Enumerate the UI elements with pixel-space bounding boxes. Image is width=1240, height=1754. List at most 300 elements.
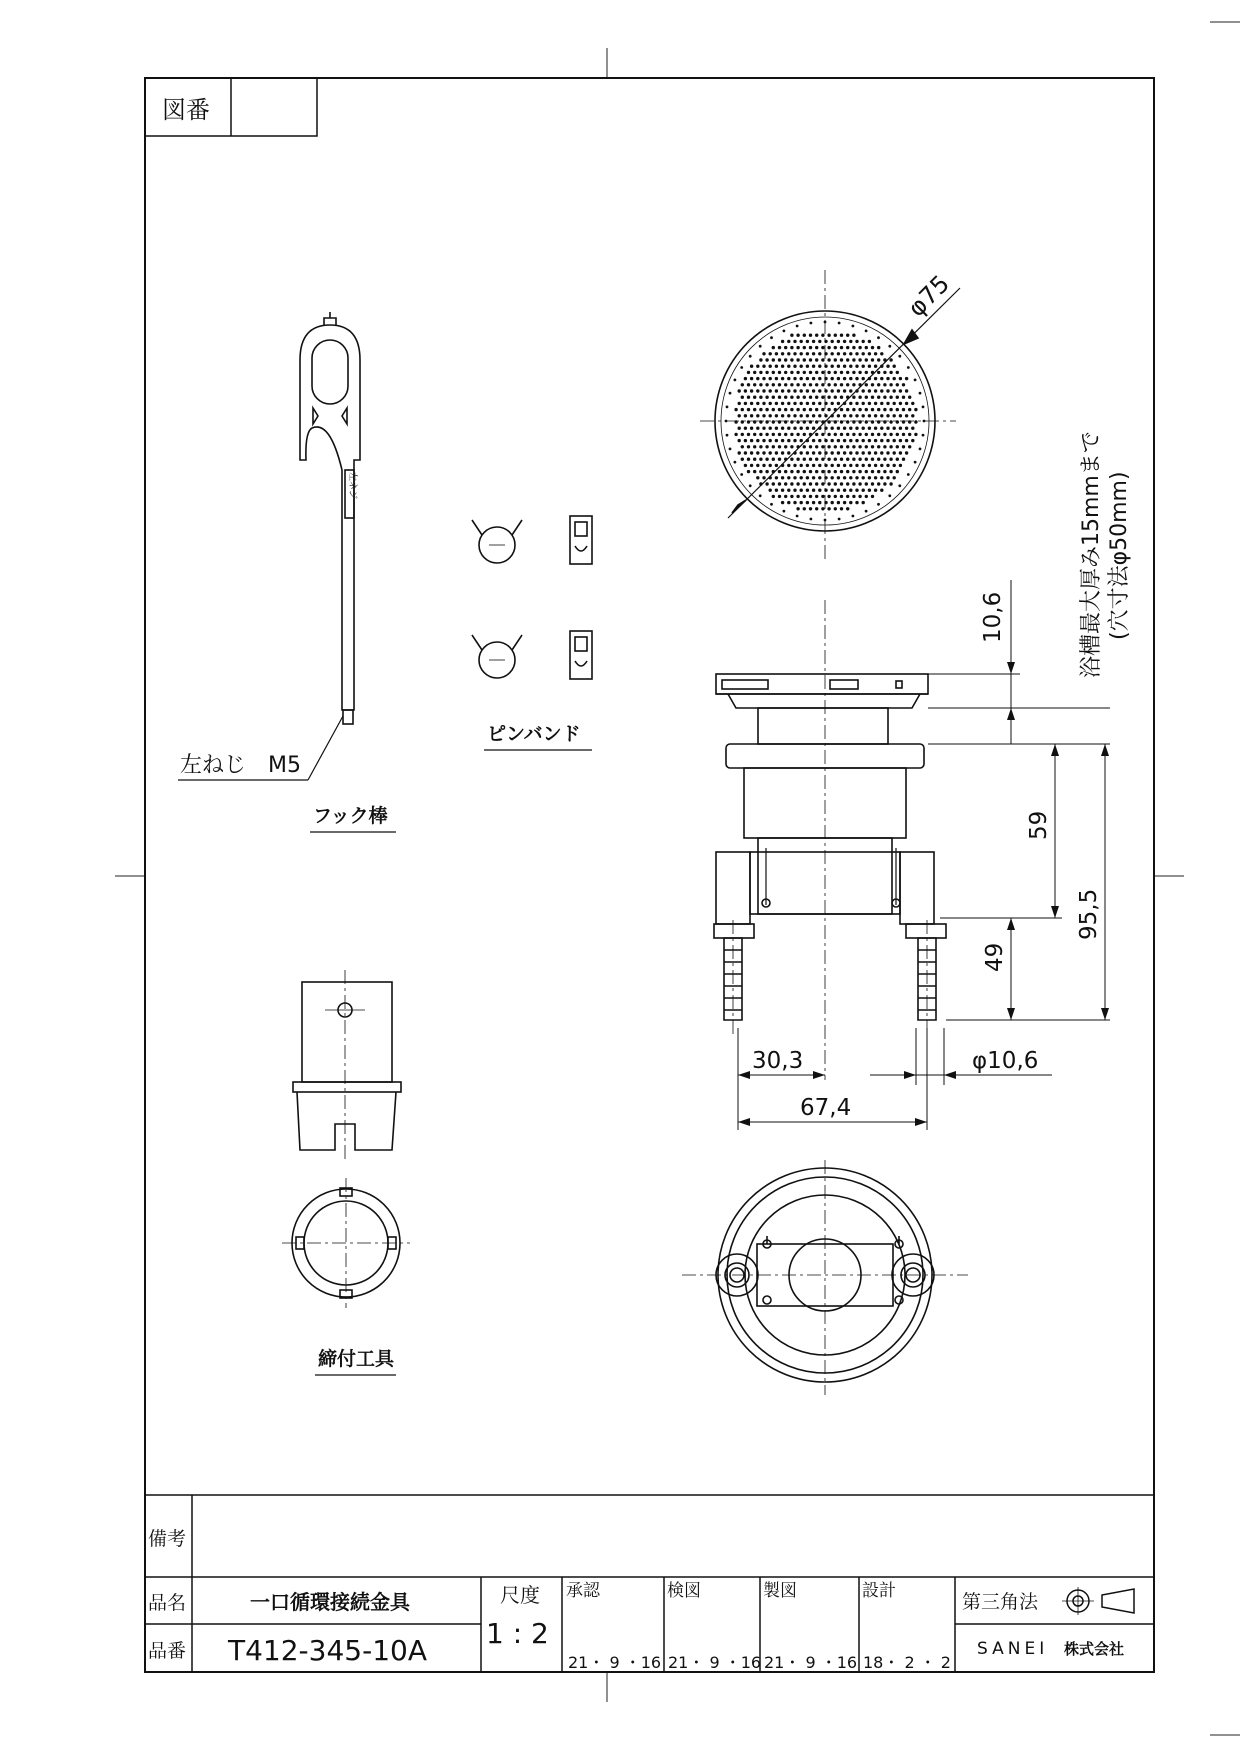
strainer-hole (772, 495, 775, 498)
strainer-hole (893, 402, 896, 405)
strainer-hole (855, 389, 858, 392)
strainer-hole (840, 396, 843, 399)
strainer-hole (880, 464, 883, 467)
tub-thickness-note: 浴槽最大厚み15mmまで (1079, 431, 1104, 678)
strainer-hole (821, 383, 824, 386)
strainer-hole (787, 389, 790, 392)
strainer-hole (809, 396, 812, 399)
fitting-side-view (714, 600, 946, 1080)
strainer-hole (886, 402, 889, 405)
strainer-hole (883, 445, 886, 448)
strainer-hole (865, 445, 868, 448)
name-label: 品名 (148, 1592, 187, 1614)
strainer-hole (843, 464, 846, 467)
strainer-hole (787, 476, 790, 479)
strainer-hole (753, 420, 756, 423)
strainer-hole (883, 470, 886, 473)
strainer-hole (896, 383, 899, 386)
strainer-hole (809, 495, 812, 498)
strainer-hole (815, 495, 818, 498)
strainer-hole (769, 489, 772, 492)
strainer-hole (865, 383, 868, 386)
strainer-hole (793, 365, 796, 368)
strainer-hole (834, 383, 837, 386)
strainer-hole (846, 346, 849, 349)
strainer-hole (902, 445, 905, 448)
strainer-hole (821, 420, 824, 423)
strainer-rim-mark (852, 515, 855, 518)
strainer-hole (889, 433, 892, 436)
strainer-hole (821, 433, 824, 436)
strainer-rim-mark (725, 420, 728, 423)
strainer-hole (827, 495, 830, 498)
strainer-hole (812, 414, 815, 417)
scale-value: 1 : 2 (486, 1617, 549, 1650)
strainer-hole (796, 507, 799, 510)
strainer-hole (778, 433, 781, 436)
strainer-hole (815, 482, 818, 485)
strainer-hole (815, 334, 818, 337)
strainer-hole (834, 420, 837, 423)
strainer-hole (803, 334, 806, 337)
strainer-hole (747, 408, 750, 411)
strainer-hole (893, 451, 896, 454)
strainer-hole (815, 346, 818, 349)
strainer-hole (790, 445, 793, 448)
strainer-hole (787, 365, 790, 368)
strainer-hole (831, 427, 834, 430)
strainer-hole (837, 464, 840, 467)
strainer-hole (849, 439, 852, 442)
strainer-hole (837, 365, 840, 368)
strainer-hole (843, 377, 846, 380)
sheet-border (145, 78, 1154, 1672)
strainer-hole (747, 458, 750, 461)
strainer-hole (871, 420, 874, 423)
strainer-hole (800, 340, 803, 343)
strainer-hole (796, 408, 799, 411)
strainer-hole (831, 439, 834, 442)
strainer-hole (831, 464, 834, 467)
strainer-hole (803, 470, 806, 473)
strainer-hole (765, 408, 768, 411)
strainer-hole (827, 445, 830, 448)
tightening-tool-label: 締付工具 (318, 1348, 395, 1370)
strainer-hole (809, 371, 812, 374)
strainer-hole (775, 352, 778, 355)
strainer-hole (883, 358, 886, 361)
strainer-hole (772, 383, 775, 386)
strainer-hole (849, 414, 852, 417)
strainer-hole (796, 358, 799, 361)
strainer-hole (824, 489, 827, 492)
strainer-hole (843, 476, 846, 479)
strainer-hole (793, 451, 796, 454)
strainer-hole (827, 358, 830, 361)
strainer-hole (837, 427, 840, 430)
strainer-hole (896, 458, 899, 461)
strainer-hole (849, 501, 852, 504)
strainer-hole (852, 495, 855, 498)
company-brand: SANEI (977, 1639, 1049, 1659)
strainer-hole (824, 377, 827, 380)
strainer-rim-mark (749, 355, 752, 358)
strainer-hole (874, 365, 877, 368)
strainer-hole (871, 396, 874, 399)
strainer-rim-mark (810, 518, 813, 521)
strainer-hole (790, 482, 793, 485)
strainer-hole (874, 352, 877, 355)
strainer-hole (843, 340, 846, 343)
strainer-hole (837, 402, 840, 405)
strainer-hole (899, 439, 902, 442)
overall-height-dim: 95,5 (1076, 888, 1102, 940)
strainer-hole (858, 420, 861, 423)
strainer-rim-mark (824, 519, 827, 522)
tub-hole-note: (穴寸法φ50mm) (1107, 471, 1132, 640)
strainer-hole (744, 427, 747, 430)
strainer-hole (821, 507, 824, 510)
strainer-hole (787, 414, 790, 417)
strainer-hole (803, 346, 806, 349)
strainer-hole (818, 439, 821, 442)
strainer-hole (778, 445, 781, 448)
strainer-rim-mark (759, 345, 762, 348)
strainer-hole (880, 476, 883, 479)
strainer-hole (855, 414, 858, 417)
strainer-hole (775, 464, 778, 467)
strainer-hole (849, 427, 852, 430)
strainer-rim-mark (838, 322, 841, 325)
strainer-rim-mark (877, 336, 880, 339)
strainer-hole (858, 346, 861, 349)
strainer-hole (781, 476, 784, 479)
strainer-hole (889, 420, 892, 423)
strainer-hole (880, 414, 883, 417)
strainer-hole (831, 501, 834, 504)
flange-height-dim: 10,6 (980, 591, 1006, 643)
strainer-hole (837, 501, 840, 504)
strainer-hole (796, 445, 799, 448)
strainer-hole (734, 433, 737, 436)
strainer-hole (883, 482, 886, 485)
projection-label: 第三角法 (962, 1591, 1039, 1613)
strainer-hole (846, 358, 849, 361)
strainer-hole (778, 470, 781, 473)
strainer-hole (905, 402, 908, 405)
strainer-hole (734, 408, 737, 411)
strainer-hole (759, 371, 762, 374)
strainer-hole (877, 371, 880, 374)
strainer-hole (883, 396, 886, 399)
strainer-hole (868, 464, 871, 467)
strainer-hole (821, 495, 824, 498)
hook-rod-thread-note: 左ねじ M5 (180, 753, 301, 778)
strainer-hole (834, 495, 837, 498)
strainer-hole (862, 451, 865, 454)
strainer-hole (781, 414, 784, 417)
strainer-hole (806, 464, 809, 467)
strainer-hole (899, 427, 902, 430)
strainer-hole (818, 352, 821, 355)
strainer-hole (886, 476, 889, 479)
strainer-hole (806, 402, 809, 405)
strainer-hole (908, 445, 911, 448)
strainer-rim-mark (740, 366, 743, 369)
strainer-hole (821, 408, 824, 411)
strainer-hole (769, 389, 772, 392)
strainer-hole (868, 414, 871, 417)
strainer-hole (787, 402, 790, 405)
pin-band-label: ピンバンド (487, 723, 581, 745)
strainer-hole (806, 476, 809, 479)
strainer-hole (800, 476, 803, 479)
strainer-hole (741, 420, 744, 423)
strainer-hole (803, 482, 806, 485)
strainer-rim-mark (898, 484, 901, 487)
strainer-hole (809, 458, 812, 461)
strainer-hole (831, 352, 834, 355)
number-label: 品番 (148, 1640, 187, 1662)
strainer-hole (815, 358, 818, 361)
strainer-hole (784, 346, 787, 349)
strainer-rim-mark (749, 484, 752, 487)
strainer-hole (889, 470, 892, 473)
strainer-hole (868, 427, 871, 430)
strainer-hole (756, 427, 759, 430)
strainer-hole (893, 464, 896, 467)
strainer-rim-mark (914, 379, 917, 382)
strainer-hole (871, 371, 874, 374)
strainer-hole (772, 396, 775, 399)
scale-label: 尺度 (500, 1583, 540, 1607)
strainer-hole (784, 383, 787, 386)
strainer-rim-mark (907, 473, 910, 476)
strainer-hole (759, 396, 762, 399)
strainer-hole (837, 439, 840, 442)
strainer-hole (778, 420, 781, 423)
strainer-hole (790, 334, 793, 337)
strainer-hole (818, 427, 821, 430)
strainer-hole (862, 377, 865, 380)
strainer-hole (893, 414, 896, 417)
strainer-hole (868, 489, 871, 492)
strainer-hole (827, 334, 830, 337)
strainer-hole (896, 408, 899, 411)
strainer-hole (849, 451, 852, 454)
strainer-hole (840, 334, 843, 337)
strainer-diameter-dim: φ75 (902, 269, 956, 323)
strainer-hole (818, 414, 821, 417)
strainer-hole (778, 482, 781, 485)
strainer-hole (809, 433, 812, 436)
strainer-hole (800, 402, 803, 405)
strainer-hole (803, 371, 806, 374)
strainer-hole (868, 352, 871, 355)
strainer-hole (806, 352, 809, 355)
strainer-hole (831, 377, 834, 380)
strainer-hole (827, 420, 830, 423)
lower-height-dim: 49 (982, 942, 1008, 972)
strainer-hole (883, 458, 886, 461)
strainer-hole (886, 365, 889, 368)
strainer-hole (809, 470, 812, 473)
strainer-hole (790, 371, 793, 374)
strainer-hole (800, 464, 803, 467)
strainer-hole (824, 501, 827, 504)
strainer-hole (815, 420, 818, 423)
strainer-hole (756, 414, 759, 417)
strainer-hole (846, 507, 849, 510)
strainer-hole (827, 346, 830, 349)
strainer-hole (747, 383, 750, 386)
strainer-hole (911, 414, 914, 417)
strainer-hole (905, 414, 908, 417)
strainer-hole (880, 352, 883, 355)
strainer-hole (846, 420, 849, 423)
strainer-hole (824, 389, 827, 392)
strainer-rim-mark (783, 330, 786, 333)
pin-band-drawings (472, 516, 592, 679)
strainer-hole (787, 340, 790, 343)
strainer-hole (846, 495, 849, 498)
strainer-hole (818, 377, 821, 380)
strainer-hole (846, 383, 849, 386)
strainer-rim-mark (759, 494, 762, 497)
strainer-hole (862, 414, 865, 417)
strainer-hole (849, 402, 852, 405)
strainer-hole (747, 433, 750, 436)
strainer-hole (831, 489, 834, 492)
strainer-hole (812, 464, 815, 467)
strainer-hole (889, 396, 892, 399)
strainer-hole (911, 439, 914, 442)
strainer-hole (741, 383, 744, 386)
strainer-hole (868, 439, 871, 442)
strainer-hole (800, 389, 803, 392)
strainer-hole (806, 389, 809, 392)
strainer-rim-mark (888, 345, 891, 348)
strainer-rim-mark (810, 322, 813, 325)
strainer-hole (893, 427, 896, 430)
strainer-hole (741, 396, 744, 399)
strainer-hole (738, 439, 741, 442)
strainer-hole (865, 482, 868, 485)
drawn-date: 21・ 9 ・16 (764, 1653, 858, 1672)
strainer-hole (756, 451, 759, 454)
strainer-hole (765, 470, 768, 473)
strainer-hole (852, 383, 855, 386)
strainer-hole (865, 408, 868, 411)
strainer-hole (781, 389, 784, 392)
strainer-hole (846, 408, 849, 411)
strainer-hole (840, 433, 843, 436)
strainer-hole (871, 458, 874, 461)
strainer-hole (781, 352, 784, 355)
strainer-hole (772, 371, 775, 374)
strainer-hole (874, 427, 877, 430)
strainer-hole (775, 439, 778, 442)
strainer-hole (821, 458, 824, 461)
strainer-hole (852, 358, 855, 361)
designed-label: 設計 (862, 1581, 896, 1601)
strainer-hole (908, 396, 911, 399)
strainer-hole (837, 389, 840, 392)
strainer-hole (781, 501, 784, 504)
strainer-hole (793, 402, 796, 405)
strainer-hole (886, 439, 889, 442)
strainer-hole (803, 396, 806, 399)
strainer-hole (865, 346, 868, 349)
strainer-hole (800, 414, 803, 417)
strainer-hole (759, 358, 762, 361)
strainer-hole (781, 464, 784, 467)
strainer-hole (738, 389, 741, 392)
strainer-hole (855, 476, 858, 479)
strainer-hole (765, 458, 768, 461)
strainer-hole (827, 507, 830, 510)
strainer-hole (762, 402, 765, 405)
strainer-hole (809, 482, 812, 485)
strainer-hole (840, 346, 843, 349)
strainer-hole (796, 482, 799, 485)
strainer-hole (759, 408, 762, 411)
strainer-hole (778, 383, 781, 386)
strainer-hole (871, 482, 874, 485)
strainer-hole (849, 352, 852, 355)
strainer-rim-mark (796, 515, 799, 518)
strainer-hole (815, 408, 818, 411)
strainer-hole (824, 414, 827, 417)
approved-date: 21・ 9 ・16 (568, 1653, 662, 1672)
strainer-hole (893, 439, 896, 442)
strainer-hole (883, 408, 886, 411)
strainer-hole (796, 470, 799, 473)
strainer-hole (738, 402, 741, 405)
strainer-hole (769, 451, 772, 454)
strainer-hole (778, 358, 781, 361)
strainer-hole (781, 377, 784, 380)
strainer-hole (750, 402, 753, 405)
strainer-hole (796, 334, 799, 337)
strainer-hole (827, 482, 830, 485)
strainer-hole (862, 389, 865, 392)
strainer-hole (812, 402, 815, 405)
strainer-hole (889, 482, 892, 485)
strainer-hole (747, 470, 750, 473)
strainer-hole (796, 346, 799, 349)
strainer-hole (849, 377, 852, 380)
strainer-hole (843, 389, 846, 392)
strainer-hole (858, 470, 861, 473)
strainer-hole (800, 427, 803, 430)
strainer-hole (818, 389, 821, 392)
strainer-hole (877, 346, 880, 349)
strainer-hole (896, 420, 899, 423)
strainer-hole (858, 433, 861, 436)
strainer-hole (778, 408, 781, 411)
strainer-hole (812, 451, 815, 454)
strainer-hole (840, 408, 843, 411)
strainer-hole (877, 383, 880, 386)
strainer-hole (806, 489, 809, 492)
strainer-hole (893, 389, 896, 392)
strainer-hole (793, 501, 796, 504)
strainer-hole (790, 420, 793, 423)
strainer-hole (827, 396, 830, 399)
strainer-hole (741, 433, 744, 436)
strainer-hole (796, 420, 799, 423)
